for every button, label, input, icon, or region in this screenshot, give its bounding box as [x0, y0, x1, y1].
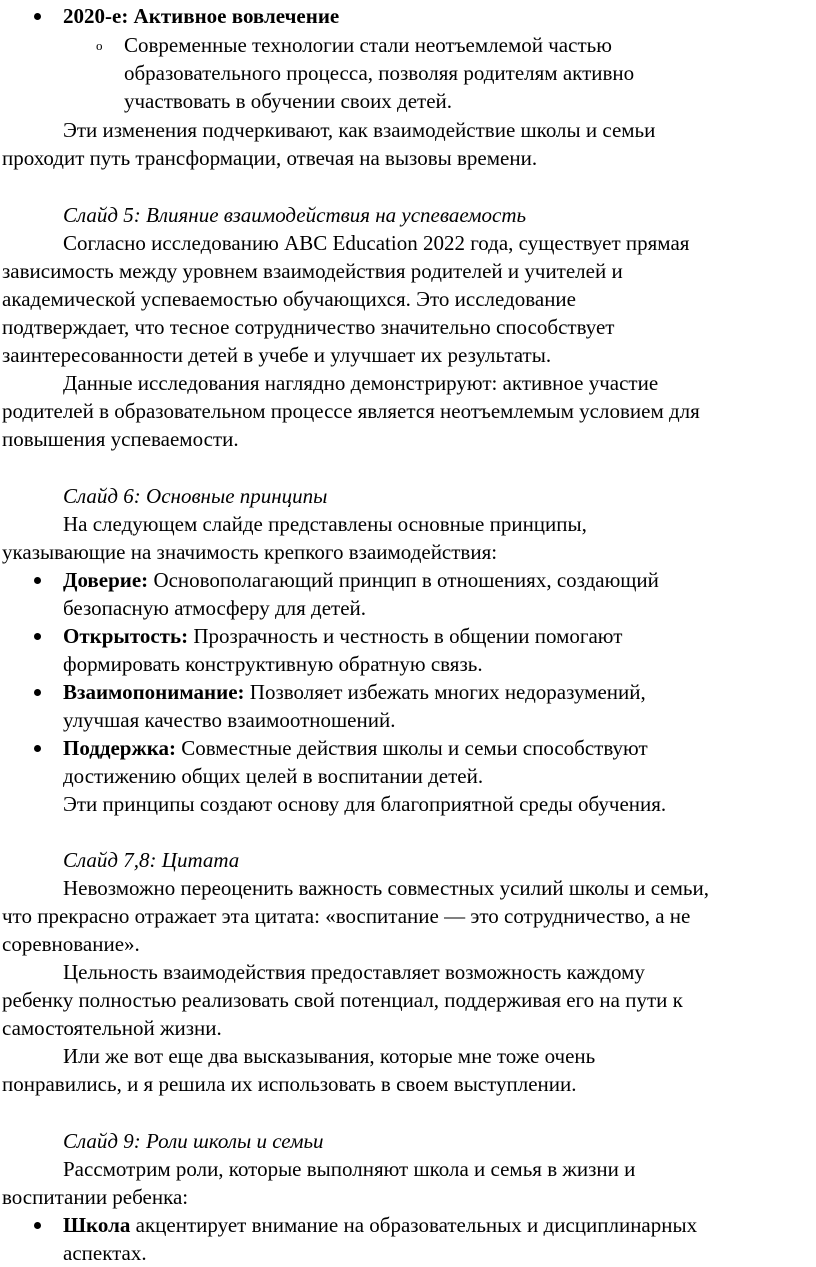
bullet-dot	[34, 689, 41, 696]
paragraph-line: ребенку полностью реализовать свой потенциал, поддерживая его на пути к	[2, 988, 683, 1012]
principle-item: Поддержка: Совместные действия школы и семьи способствуют	[63, 736, 648, 760]
slide-title: Слайд 6: Основные принципы	[63, 484, 328, 508]
paragraph-line: воспитании ребенка:	[2, 1185, 189, 1209]
bullet-dot	[34, 1222, 41, 1229]
bullet-dot	[34, 577, 41, 584]
paragraph-line: Цельность взаимодействия предоставляет возможность каждому	[63, 960, 645, 984]
paragraph-line: Согласно исследованию ABC Education 2022 года, существует прямая	[63, 231, 690, 255]
section-heading: 2020-е: Активное вовлечение	[63, 4, 340, 28]
principle-item-cont: улучшая качество взаимоотношений.	[63, 708, 396, 732]
principle-item-cont: формировать конструктивную обратную связь.	[63, 652, 483, 676]
paragraph-line: заинтересованности детей в учебе и улучшает их результаты.	[2, 343, 552, 367]
paragraph-line: понравились, и я решила их использовать в своем выступлении.	[2, 1072, 577, 1096]
role-item: Школа акцентирует внимание на образовательных и дисциплинарных	[63, 1213, 698, 1237]
paragraph-line: Или же вот еще два высказывания, которые мне тоже очень	[63, 1044, 596, 1068]
principle-item: Доверие: Основополагающий принцип в отношениях, создающий	[63, 568, 659, 592]
paragraph-line: Рассмотрим роли, которые выполняют школа и семья в жизни и	[63, 1157, 636, 1181]
bullet-dot	[34, 745, 41, 752]
role-item-cont: аспектах.	[63, 1241, 147, 1265]
paragraph-line: На следующем слайде представлены основные принципы,	[63, 512, 587, 536]
principle-item-cont: достижению общих целей в воспитании детей.	[63, 764, 484, 788]
principle-item: Взаимопонимание: Позволяет избежать многих недоразумений,	[63, 680, 646, 704]
paragraph-line: указывающие на значимость крепкого взаимодействия:	[2, 540, 498, 564]
principle-item-cont: безопасную атмосферу для детей.	[63, 596, 367, 620]
slide-title: Слайд 7,8: Цитата	[63, 848, 240, 872]
paragraph-line: академической успеваемостью обучающихся. Это исследование	[2, 287, 576, 311]
paragraph-line: что прекрасно отражает эта цитата: «воспитание — это сотрудничество, а не	[2, 904, 691, 928]
slide-title: Слайд 9: Роли школы и семьи	[63, 1129, 324, 1153]
paragraph-line: проходит путь трансформации, отвечая на вызовы времени.	[2, 146, 538, 170]
sub-bullet-marker: o	[96, 38, 103, 53]
paragraph-line: Эти принципы создают основу для благоприятной среды обучения.	[63, 792, 667, 816]
sub-item-line: участвовать в обучении своих детей.	[124, 89, 453, 113]
slide-title: Слайд 5: Влияние взаимодействия на успеваемость	[63, 203, 527, 227]
paragraph-line: Невозможно переоценить важность совместных усилий школы и семьи,	[63, 876, 709, 900]
sub-item-line: Современные технологии стали неотъемлемой частью	[124, 33, 612, 57]
principle-item: Открытость: Прозрачность и честность в общении помогают	[63, 624, 623, 648]
paragraph-line: подтверждает, что тесное сотрудничество значительно способствует	[2, 315, 615, 339]
bullet-dot	[34, 633, 41, 640]
paragraph-line: повышения успеваемости.	[2, 427, 239, 451]
paragraph-line: Эти изменения подчеркивают, как взаимодействие школы и семьи	[63, 118, 656, 142]
bullet-dot	[34, 13, 41, 20]
paragraph-line: родителей в образовательном процессе является неотъемлемым условием для	[2, 399, 700, 423]
paragraph-line: зависимость между уровнем взаимодействия родителей и учителей и	[2, 259, 623, 283]
sub-item-line: образовательного процесса, позволяя родителям активно	[124, 61, 635, 85]
paragraph-line: Данные исследования наглядно демонстрируют: активное участие	[63, 371, 659, 395]
paragraph-line: самостоятельной жизни.	[2, 1016, 222, 1040]
paragraph-line: соревнование».	[2, 932, 140, 956]
